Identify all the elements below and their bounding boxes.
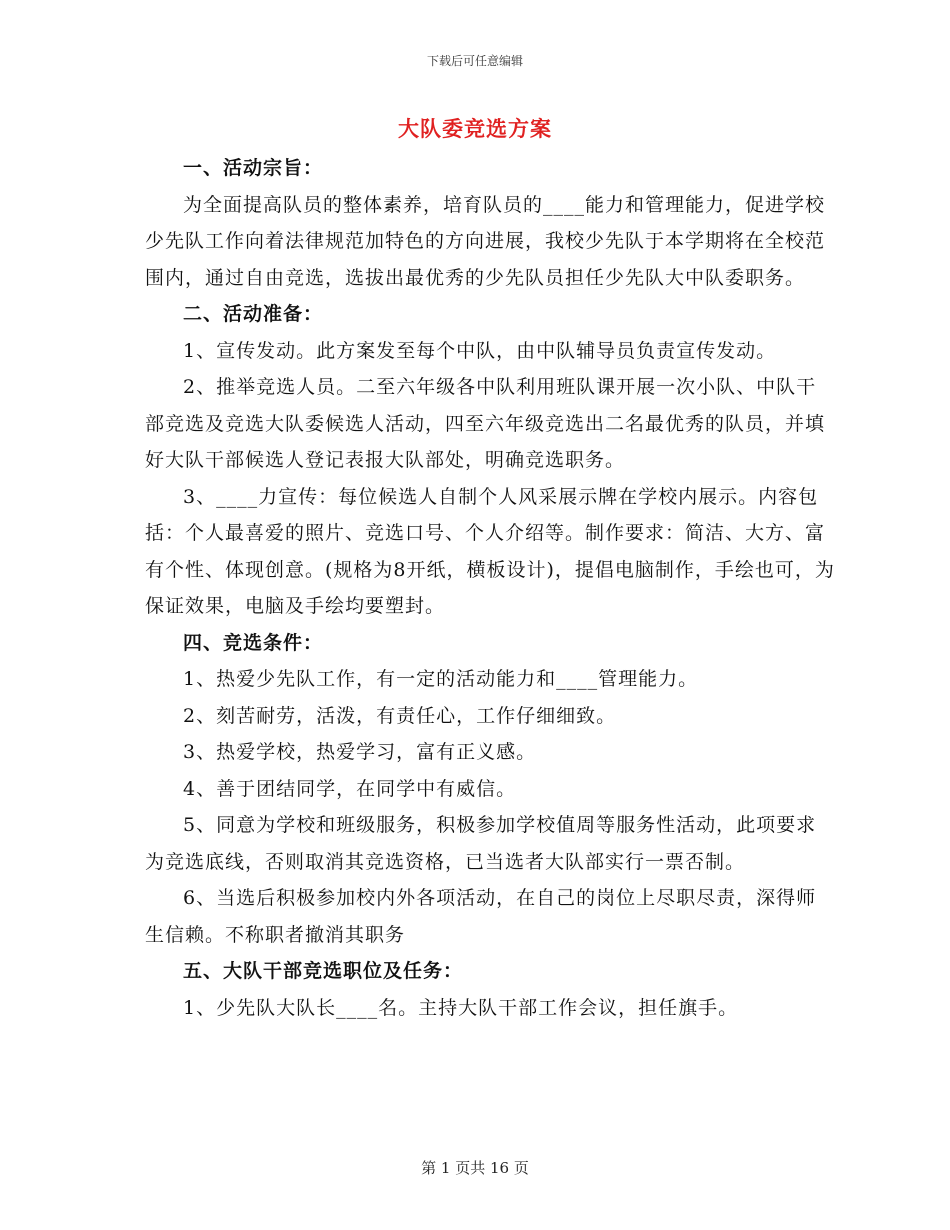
section-heading: 五、大队干部竞选职位及任务：	[183, 960, 464, 982]
paragraph: 1、少先队大队长____名。主持大队干部工作会议，担任旗手。	[183, 996, 739, 1019]
paragraph: 1、热爱少先队工作，有一定的活动能力和____管理能力。	[183, 668, 699, 690]
paragraph: 6、当选后积极参加校内外各项活动，在自己的岗位上尽职尽责，深得师生信赖。不称职者撤消其职务	[145, 887, 817, 946]
section-heading: 二、活动准备：	[183, 303, 324, 325]
page-footer: 第 1 页共 16 页	[421, 1159, 529, 1177]
paragraph: 3、热爱学校，热爱学习，富有正义感。	[183, 741, 537, 763]
document-title: 大队委竞选方案	[398, 116, 552, 141]
paragraph: 2、推举竞选人员。二至六年级各中队利用班队课开展一次小队、中队干部竞选及竞选大队委候选人活动，四至六年级竞选出二名最优秀的队员，并填好大队干部候选人登记表报大队部处，明确竞选职务。	[145, 376, 826, 471]
paragraph: 1、宣传发动。此方案发至每个中队，由中队辅导员负责宣传发动。	[183, 339, 777, 362]
header-note: 下载后可任意编辑	[426, 54, 523, 68]
paragraph: 3、____力宣传：每位候选人自制个人风采展示牌在学校内展示。内容包括：个人最喜爱的照片、竞选口号、个人介绍等。制作要求：简洁、大方、富有个性、体现创意。(规格为8开纸，横板设计)，提倡电脑制作，手绘也可，为保证效果，电脑及手绘均要塑封。	[145, 485, 835, 617]
paragraph: 2、刻苦耐劳，活泼，有责任心，工作仔细细致。	[183, 704, 617, 727]
document-body	[145, 150, 835, 1026]
paragraph: 为全面提高队员的整体素养，培育队员的____能力和管理能力，促进学校少先队工作向着法律规范加特色的方向进展，我校少先队于本学期将在全校范围内，通过自由竞选，选拔出最优秀的少先队员担任少先队大中队委职务。	[145, 193, 826, 289]
paragraph: 4、善于团结同学，在同学中有威信。	[183, 777, 517, 800]
section-heading: 四、竞选条件：	[183, 631, 324, 654]
section-heading: 一、活动宗旨：	[183, 157, 324, 179]
paragraph: 5、同意为学校和班级服务，积极参加学校值周等服务性活动，此项要求为竞选底线，否则取消其竞选资格，已当选者大队部实行一票否制。	[145, 814, 817, 873]
